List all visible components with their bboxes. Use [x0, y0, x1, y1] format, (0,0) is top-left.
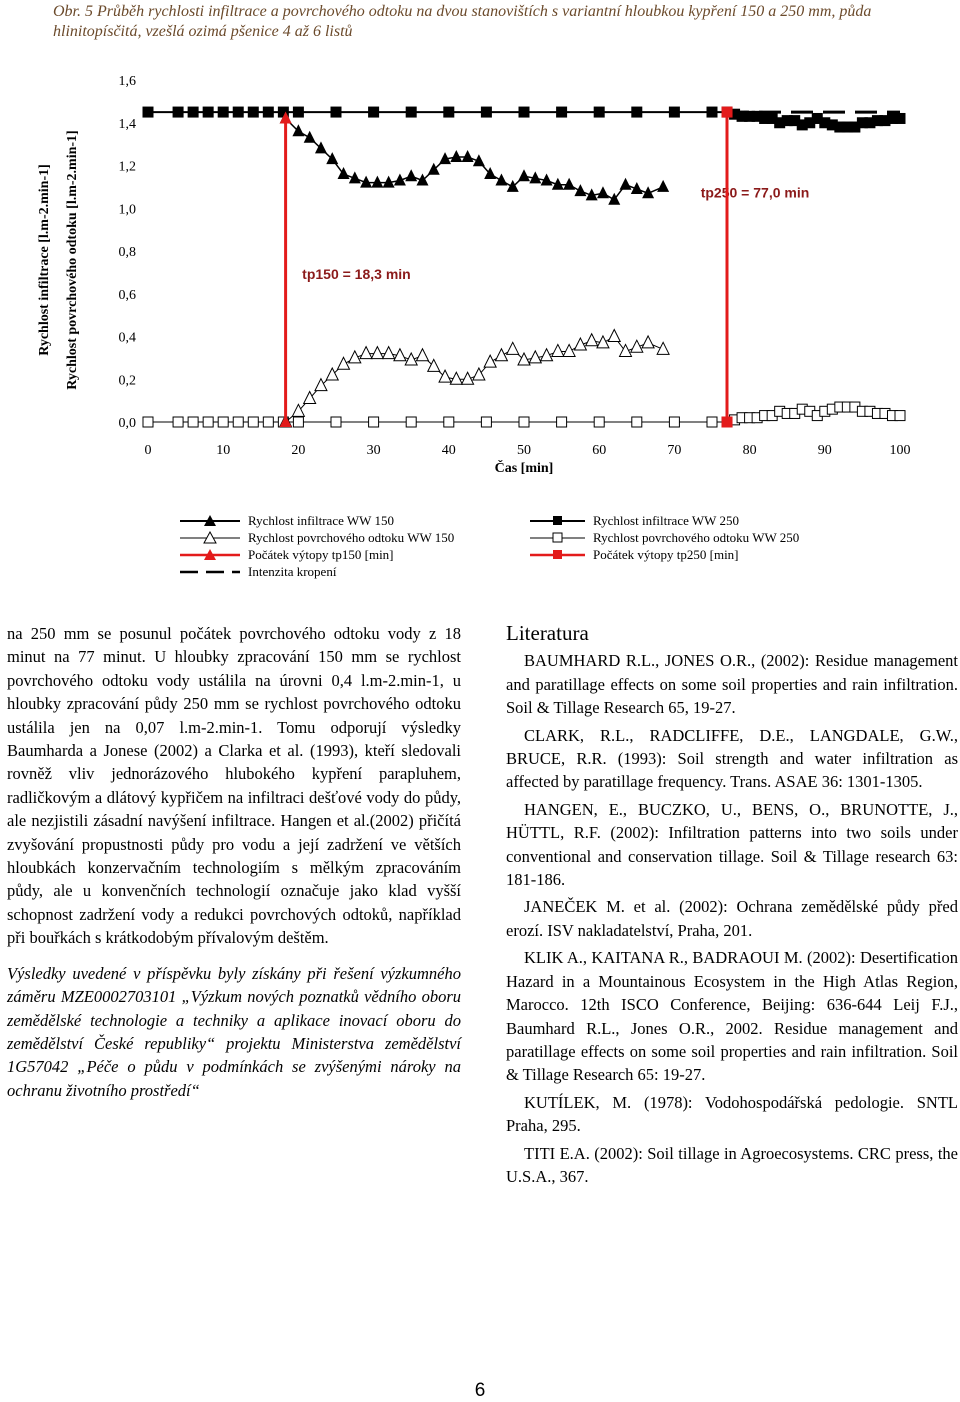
x-tick-label: 40 — [441, 443, 456, 458]
data-point-runoff-ww150 — [574, 338, 586, 350]
data-point-runoff-ww250 — [173, 417, 183, 427]
y-tick-label: 0,8 — [118, 245, 136, 260]
reference-item: JANEČEK M. et al. (2002): Ochrana zemědělské půdy před erozí. ISV nakladatelství, Praha, 201. — [506, 897, 958, 940]
legend-label: Počátek výtopy tp150 [min] — [248, 547, 394, 562]
legend-label: Intenzita kropení — [248, 564, 337, 579]
data-point-infiltration-ww150 — [518, 169, 530, 181]
data-point-runoff-ww150 — [608, 330, 620, 342]
data-point-infiltration-ww150 — [574, 184, 586, 196]
data-point-runoff-ww150 — [631, 340, 643, 352]
data-point-runoff-ww150 — [405, 353, 417, 365]
data-point-infiltration-ww150 — [462, 150, 474, 162]
data-point-runoff-ww150 — [428, 359, 440, 371]
legend-label: Rychlost infiltrace WW 250 — [593, 513, 739, 528]
data-point-infiltration-ww250 — [233, 107, 243, 117]
data-point-runoff-ww250 — [669, 417, 679, 427]
data-point-runoff-ww150 — [586, 334, 598, 346]
open-square-icon — [530, 531, 585, 545]
data-point-infiltration-ww250 — [632, 107, 642, 117]
data-point-runoff-ww150 — [642, 336, 654, 348]
legend-item — [180, 563, 454, 580]
data-point-runoff-ww150 — [338, 357, 350, 369]
legend-label: Počátek výtopy tp250 [min] — [593, 547, 739, 562]
data-point-infiltration-ww250 — [707, 107, 717, 117]
x-tick-label: 20 — [291, 443, 306, 458]
data-point-infiltration-ww250 — [263, 107, 273, 117]
data-point-runoff-ww250 — [895, 411, 905, 421]
red-triangle-icon — [180, 548, 240, 562]
data-point-infiltration-ww150 — [450, 150, 462, 162]
data-point-runoff-ww250 — [248, 417, 258, 427]
data-point-infiltration-ww250 — [188, 107, 198, 117]
data-point-runoff-ww250 — [233, 417, 243, 427]
references-column — [506, 622, 958, 1192]
x-tick-label: 90 — [817, 443, 832, 458]
data-point-runoff-ww250 — [406, 417, 416, 427]
data-point-infiltration-ww250 — [173, 107, 183, 117]
data-point-infiltration-ww250 — [203, 107, 213, 117]
data-point-infiltration-ww150 — [304, 131, 316, 143]
data-point-infiltration-ww250 — [143, 107, 153, 117]
data-point-runoff-ww250 — [632, 417, 642, 427]
legend-item — [530, 529, 799, 546]
data-point-infiltration-ww250 — [895, 113, 905, 123]
data-point-infiltration-ww250 — [481, 107, 491, 117]
legend-label: Rychlost infiltrace WW 150 — [248, 513, 394, 528]
data-point-infiltration-ww150 — [597, 186, 609, 198]
annotation-tp150: tp150 = 18,3 min — [302, 265, 411, 282]
x-tick-label: 50 — [517, 443, 531, 458]
y-tick-label: 0,0 — [118, 416, 136, 431]
filled-triangle-icon — [180, 514, 240, 528]
data-point-runoff-ww150 — [657, 342, 669, 354]
data-point-infiltration-ww150 — [657, 180, 669, 192]
y-tick-label: 1,2 — [118, 159, 136, 175]
figure-caption: Obr. 5 Průběh rychlosti infiltrace a povrchového odtoku na dvou stanovištích s variantní hloubkou kypření 150 a 250 mm, půda hlinitopísčitá, vzešlá ozimá pšenice 4 až 6 listů — [53, 3, 872, 40]
start-marker-tp250 — [722, 107, 732, 117]
start-marker-tp250 — [722, 417, 732, 427]
x-tick-label: 10 — [216, 443, 231, 458]
data-point-runoff-ww250 — [444, 417, 454, 427]
y-tick-label: 0,4 — [118, 330, 136, 346]
reference-item: KLIK A., KAITANA R., BADRAOUI M. (2002): Desertification Hazard in a Mountainous Ecosystem in the High Atlas Region, Marocco. 12th ISCO Conference, Beijing: 636-644 Leij F.J., Baumhard R.L., Jones O.R., 2002. Residue management and paratillage effects on some soil properties and rain infiltration. Soil & Tillage Research 65: 19-27. — [506, 948, 958, 1085]
data-point-infiltration-ww250 — [519, 107, 529, 117]
chart-legend — [180, 512, 454, 580]
y-axis-title-outer: Rychlost infiltrace [l.m-2.min-1] — [37, 164, 52, 356]
reference-item: BAUMHARD R.L., JONES O.R., (2002): Residue management and paratillage effects on some soil properties and rain infiltration. Soil & Tillage Research 65, 19-27. — [506, 651, 958, 718]
data-point-runoff-ww150 — [507, 342, 519, 354]
legend-item — [180, 546, 454, 563]
reference-item: CLARK, R.L., RADCLIFFE, D.E., LANGDALE, G.W., BRUCE, R.R. (1993): Soil strength and water infiltration as affected by paratillage frequency. Trans. ASAE 36: 1301-1305. — [506, 725, 958, 792]
data-point-runoff-ww250 — [369, 417, 379, 427]
data-point-runoff-ww150 — [541, 349, 553, 361]
y-tick-label: 1,0 — [118, 202, 136, 218]
data-point-infiltration-ww250 — [218, 107, 228, 117]
data-point-runoff-ww250 — [331, 417, 341, 427]
data-point-infiltration-ww250 — [293, 107, 303, 117]
data-point-infiltration-ww250 — [594, 107, 604, 117]
data-point-runoff-ww150 — [439, 370, 451, 382]
y-tick-label: 0,6 — [118, 287, 136, 303]
legend-item — [530, 546, 799, 563]
x-axis-title: Čas [min] — [494, 461, 554, 476]
page-number: 6 — [474, 1380, 486, 1401]
data-point-infiltration-ww150 — [495, 173, 507, 185]
data-point-runoff-ww150 — [552, 344, 564, 356]
data-point-infiltration-ww250 — [669, 107, 679, 117]
x-tick-label: 60 — [592, 443, 607, 458]
data-point-infiltration-ww250 — [369, 107, 379, 117]
acknowledgement: Výsledky uvedené v příspěvku byly získány při řešení výzkumného záměru MZE0002703101 „Výzkum nových poznatků vědního oboru zemědělské technologie a techniky a aplikace inovací oboru do zemědělství České republiky“ projektu Ministerstva zemědělství 1G57042 „Péče o půdu v podmínkách se zvýšenými nároky na ochranu životního prostředí“ — [7, 963, 461, 1100]
body-text-left — [7, 622, 461, 1102]
data-point-infiltration-ww150 — [405, 169, 417, 181]
data-point-runoff-ww150 — [563, 344, 575, 356]
reference-item: HANGEN, E., BUCZKO, U., BENS, O., BRUNOTTE, J., HÜTTL, R.F. (2002): Infiltration patterns into two soils under conventional and conservation tillage. Soil & Tillage research 63: 181-186. — [506, 799, 958, 890]
data-point-infiltration-ww150 — [326, 152, 338, 164]
data-point-runoff-ww150 — [326, 368, 338, 380]
data-point-runoff-ww250 — [519, 417, 529, 427]
data-point-runoff-ww150 — [371, 347, 383, 359]
legend-label: Rychlost povrchového odtoku WW 150 — [248, 530, 455, 545]
x-tick-label: 0 — [144, 443, 152, 458]
data-point-infiltration-ww150 — [507, 180, 519, 192]
data-point-infiltration-ww250 — [444, 107, 454, 117]
annotation-tp250: tp250 = 77,0 min — [700, 184, 810, 201]
data-point-runoff-ww150 — [360, 347, 372, 359]
data-point-infiltration-ww150 — [315, 141, 327, 153]
data-point-infiltration-ww150 — [428, 163, 440, 175]
data-point-runoff-ww250 — [557, 417, 567, 427]
data-point-runoff-ww250 — [293, 417, 303, 427]
data-point-runoff-ww250 — [143, 417, 153, 427]
data-point-infiltration-ww150 — [620, 178, 632, 190]
open-triangle-icon — [180, 531, 240, 545]
data-point-runoff-ww150 — [495, 349, 507, 361]
references-heading: Literatura — [506, 621, 589, 645]
data-point-runoff-ww150 — [383, 347, 395, 359]
x-tick-label: 30 — [366, 443, 381, 458]
y-axis-title-inner: Rychlost povrchového odtoku [l.m-2.min-1] — [65, 130, 80, 390]
paragraph: na 250 mm se posunul počátek povrchového odtoku vody z 18 minut na 77 minut. U hloubky zpracování 150 mm se rychlost povrchového odtoku vody ustálila na úrovni 0,4 l.m-2.min-1, u hloubky zpracování půdy 250 mm se rychlost povrchového odtoku ustálila jen na 0,07 l.m-2.min-1. Tomu odporují výsledky Baumharda a Jonese (2002) a Clarka et al. (1993), kteří sledovali rovněž vliv jednorázového hlubokého kypření parapluhem, radličkovým a dlátový kypřičem na infiltraci dešťové vody do půdy, ale nezjistili zásadní navýšení infiltrace. Hangen et al.(2002) přičítá zvyšování propustnosti půdy pro vodu a její zadržení ve větších hloubkách konzervačním technologiím s mělkým zpracováním půdy, ale u konvenčních technologií označuje jako klad vyšší schopnost zadržení vody a redukci povrchových odtoků, například při bouřkách s krátkodobým přívalovým deštěm. — [7, 624, 461, 948]
reference-item: TITI E.A. (2002): Soil tillage in Agroecosystems. CRC press, the U.S.A., 367. — [506, 1143, 958, 1186]
data-point-infiltration-ww150 — [371, 176, 383, 188]
y-tick-label: 0,2 — [118, 373, 136, 389]
data-point-runoff-ww150 — [462, 372, 474, 384]
legend-item — [180, 512, 454, 529]
x-tick-label: 70 — [667, 443, 682, 458]
data-point-runoff-ww250 — [263, 417, 273, 427]
chart-legend-right — [530, 512, 799, 563]
data-point-infiltration-ww250 — [331, 107, 341, 117]
legend-item — [180, 529, 454, 546]
data-point-runoff-ww150 — [349, 351, 361, 363]
data-point-runoff-ww250 — [188, 417, 198, 427]
data-point-runoff-ww150 — [416, 349, 428, 361]
data-point-runoff-ww250 — [707, 417, 717, 427]
data-point-infiltration-ww150 — [563, 178, 575, 190]
y-tick-label: 1,6 — [118, 74, 136, 89]
legend-item — [530, 512, 799, 529]
series-line-infiltration-ww150 — [286, 119, 663, 200]
data-point-runoff-ww250 — [594, 417, 604, 427]
filled-square-icon — [530, 514, 585, 528]
infiltration-chart — [0, 60, 960, 490]
data-point-runoff-ww250 — [218, 417, 228, 427]
data-point-infiltration-ww250 — [406, 107, 416, 117]
y-tick-label: 1,4 — [118, 116, 136, 132]
reference-item: KUTÍLEK, M. (1978): Vodohospodářská pedologie. SNTL Praha, 295. — [506, 1092, 958, 1136]
x-tick-label: 80 — [742, 443, 757, 458]
legend-label: Rychlost povrchového odtoku WW 250 — [593, 530, 800, 545]
data-point-runoff-ww250 — [481, 417, 491, 427]
dashed-line-icon — [180, 565, 240, 579]
x-tick-label: 100 — [889, 443, 911, 458]
red-square-icon — [530, 548, 585, 562]
data-point-runoff-ww150 — [484, 355, 496, 367]
data-point-infiltration-ww250 — [557, 107, 567, 117]
data-point-runoff-ww150 — [315, 379, 327, 391]
data-point-runoff-ww250 — [203, 417, 213, 427]
data-point-infiltration-ww250 — [248, 107, 258, 117]
